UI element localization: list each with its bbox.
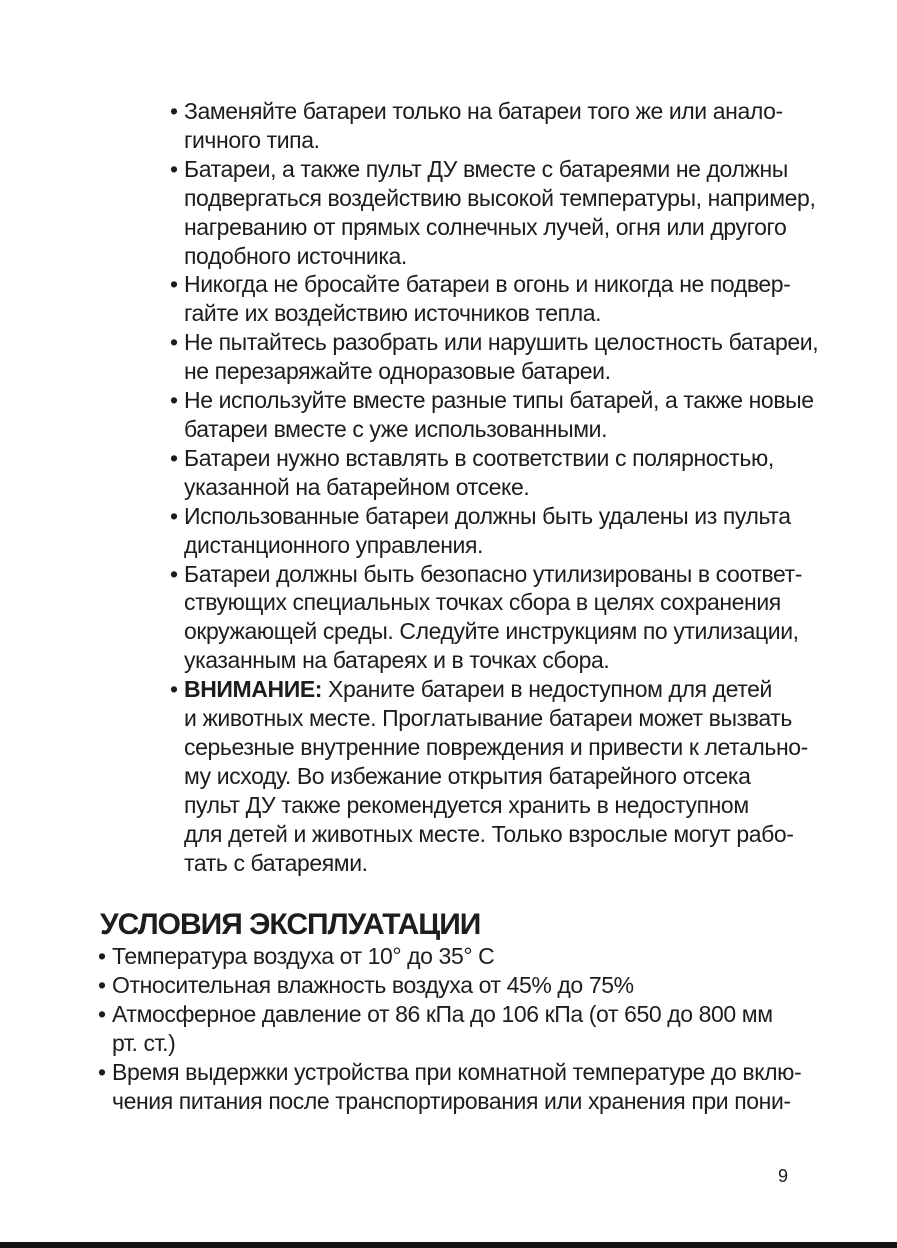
list-item xyxy=(170,328,844,386)
list-item xyxy=(170,97,844,155)
battery-safety-list xyxy=(170,97,844,877)
attention-text: Храните батареи в недоступном для детей xyxy=(322,676,773,703)
text-line: Не используйте вместе разные типы батарей, а также новые xyxy=(184,387,814,414)
text-line: не перезаряжайте одноразовые батареи. xyxy=(184,358,611,385)
text-line: Заменяйте батареи только на батареи того же или анало- xyxy=(184,98,783,124)
bullet-marker: • xyxy=(170,560,178,587)
bullet-marker: • xyxy=(170,329,178,356)
text-line: указанной на батарейном отсеке. xyxy=(184,473,530,500)
section-heading: УСЛОВИЯ ЭКСПЛУАТАЦИИ xyxy=(100,908,481,941)
list-item xyxy=(170,444,844,502)
bullet-marker: • xyxy=(170,387,178,414)
text-line: серьезные внутренние повреждения и привести к летально- xyxy=(184,733,808,760)
page-number: 9 xyxy=(778,1166,789,1186)
text-line: для детей и животных месте. Только взрослые могут рабо- xyxy=(184,820,794,847)
text-line: Батареи нужно вставлять в соответствии с полярностью, xyxy=(184,444,774,471)
list-item xyxy=(170,155,844,271)
list-item xyxy=(98,1000,852,1058)
bullet-marker: • xyxy=(170,155,178,182)
list-item xyxy=(98,1058,852,1116)
text-line: подвергаться воздействию высокой температуры, например, xyxy=(184,184,816,211)
text-line: окружающей среды. Следуйте инструкциям по утилизации, xyxy=(184,618,799,645)
bullet-marker: • xyxy=(170,271,178,298)
list-item xyxy=(170,502,844,560)
text-line: Относительная влажность воздуха от 45% до 75% xyxy=(112,971,634,998)
text-line: Температура воздуха от 10° до 35° C xyxy=(112,943,495,969)
list-item xyxy=(98,942,852,971)
text-line: гайте их воздействию источников тепла. xyxy=(184,300,602,327)
bullet-marker: • xyxy=(170,98,178,124)
text-line: подобного источника. xyxy=(184,242,407,269)
text-line: Никогда не бросайте батареи в огонь и никогда не подвер- xyxy=(184,271,791,298)
bullet-marker: • xyxy=(170,444,178,471)
text-line: рт. ст.) xyxy=(112,1029,176,1056)
text-line: Атмосферное давление от 86 кПа до 106 кПа (от 650 до 800 мм xyxy=(112,1000,773,1027)
list-item-attention xyxy=(170,675,844,877)
page-bottom-edge xyxy=(0,1242,897,1248)
list-item xyxy=(170,386,844,444)
bullet-marker: • xyxy=(98,1058,106,1085)
text-line: Не пытайтесь разобрать или нарушить целостность батареи, xyxy=(184,329,819,356)
text-line: батареи вместе с уже использованными. xyxy=(184,415,608,442)
list-item xyxy=(98,971,852,1000)
text-line: дистанционного управления. xyxy=(184,531,484,558)
text-line: чения питания после транспортирования или хранения при пони- xyxy=(112,1087,791,1114)
text-line xyxy=(184,675,844,704)
bullet-marker: • xyxy=(98,943,106,969)
bullet-marker: • xyxy=(170,502,178,529)
text-line: Использованные батареи должны быть удалены из пульта xyxy=(184,502,791,529)
text-line: му исходу. Во избежание открытия батарейного отсека xyxy=(184,762,751,789)
list-item xyxy=(170,560,844,676)
text-line: нагреванию от прямых солнечных лучей, огня или другого xyxy=(184,213,787,240)
bullet-marker: • xyxy=(98,971,106,998)
text-line: тать с батареями. xyxy=(184,849,368,876)
operating-conditions-list xyxy=(98,942,852,1115)
bullet-marker: • xyxy=(170,676,178,703)
text-line: пульт ДУ также рекомендуется хранить в недоступном xyxy=(184,791,749,818)
text-line: гичного типа. xyxy=(184,126,320,153)
attention-label: ВНИМАНИЕ: xyxy=(184,676,323,703)
text-line: Батареи, а также пульт ДУ вместе с батареями не должны xyxy=(184,155,788,182)
text-line: Батареи должны быть безопасно утилизированы в соответ- xyxy=(184,560,802,587)
text-line: и животных месте. Проглатывание батареи может вызвать xyxy=(184,705,792,732)
list-item xyxy=(170,270,844,328)
bullet-marker: • xyxy=(98,1000,106,1027)
text-line: Время выдержки устройства при комнатной температуре до вклю- xyxy=(112,1058,802,1085)
text-line: ствующих специальных точках сбора в целях сохранения xyxy=(184,589,781,616)
text-line: указанным на батареях и в точках сбора. xyxy=(184,647,610,674)
